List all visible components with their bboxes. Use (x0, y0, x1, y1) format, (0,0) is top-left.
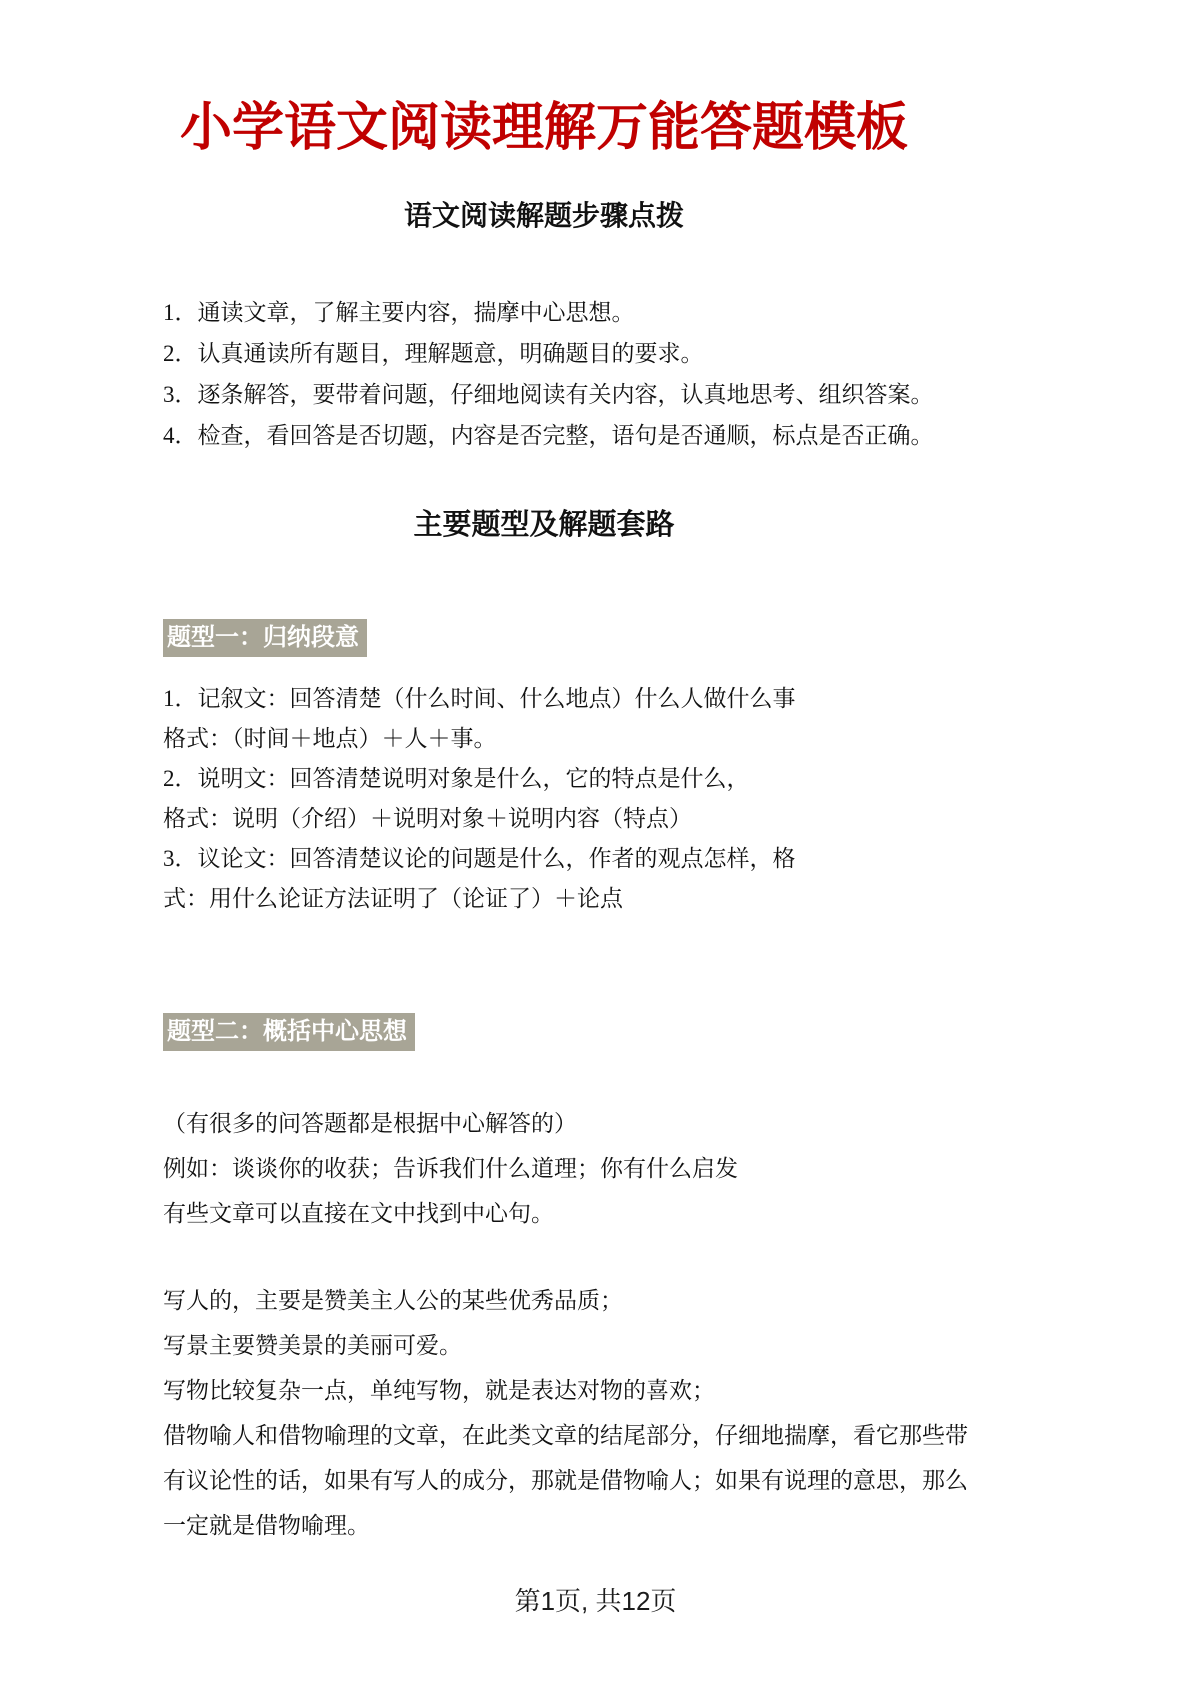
step-item-1: 1．通读文章，了解主要内容，揣摩中心思想。 (163, 300, 635, 325)
section2-p1-line-2: 例如：谈谈你的收获；告诉我们什么道理；你有什么启发 (163, 1156, 738, 1181)
step-item-3: 3．逐条解答，要带着问题，仔细地阅读有关内容，认真地思考、组织答案。 (163, 382, 934, 407)
section2-p1-line-1: （有很多的问答题都是根据中心解答的） (163, 1111, 577, 1136)
section1-line-5: 3．议论文：回答清楚议论的问题是什么，作者的观点怎样，格 (163, 846, 796, 871)
page-content (163, 0, 968, 1548)
section1-line-3: 2．说明文：回答清楚说明对象是什么，它的特点是什么， (163, 766, 750, 791)
step-item-4: 4．检查，看回答是否切题，内容是否完整，语句是否通顺，标点是否正确。 (163, 423, 934, 448)
section1-header-row (163, 619, 925, 657)
section2-p2-line-5: 有议论性的话，如果有写人的成分，那就是借物喻人；如果有说理的意思，那么 (163, 1468, 968, 1493)
section2-header: 题型二：概括中心思想 (163, 1013, 415, 1051)
doc-subtitle: 语文阅读解题步骤点拨 (403, 201, 684, 232)
section2-p2-line-6: 一定就是借物喻理。 (163, 1513, 370, 1538)
section1-line-1: 1．记叙文：回答清楚（什么时间、什么地点）什么人做什么事 (163, 686, 796, 711)
section2-p2-line-1: 写人的，主要是赞美主人公的某些优秀品质； (163, 1288, 623, 1313)
section1-line-2: 格式：（时间＋地点）＋人＋事。 (163, 726, 497, 751)
section2-p2-line-2: 写景主要赞美景的美丽可爱。 (163, 1333, 462, 1358)
section2-header-row (163, 1013, 925, 1051)
steps-list (163, 292, 934, 456)
section1-line-4: 格式：说明（介绍）＋说明对象＋说明内容（特点） (163, 806, 692, 831)
step-item-2: 2．认真通读所有题目，理解题意，明确题目的要求。 (163, 341, 704, 366)
section2-paragraph-2 (163, 1278, 968, 1548)
section1-body (163, 679, 925, 919)
section2-p1-line-3: 有些文章可以直接在文中找到中心句。 (163, 1201, 554, 1226)
section2-p2-line-4: 借物喻人和借物喻理的文章，在此类文章的结尾部分，仔细地揣摩，看它那些带 (163, 1423, 968, 1448)
main-heading: 主要题型及解题套路 (413, 509, 675, 541)
section1-line-6: 式：用什么论证方法证明了（论证了）＋论点 (163, 886, 623, 911)
section2-p2-line-3: 写物比较复杂一点，单纯写物，就是表达对物的喜欢； (163, 1378, 715, 1403)
doc-title: 小学语文阅读理解万能答题模板 (179, 99, 908, 157)
page-footer: 第1页, 共12页 (514, 1586, 677, 1616)
section1-header: 题型一：归纳段意 (163, 619, 367, 657)
section2-paragraph-1 (163, 1101, 925, 1236)
